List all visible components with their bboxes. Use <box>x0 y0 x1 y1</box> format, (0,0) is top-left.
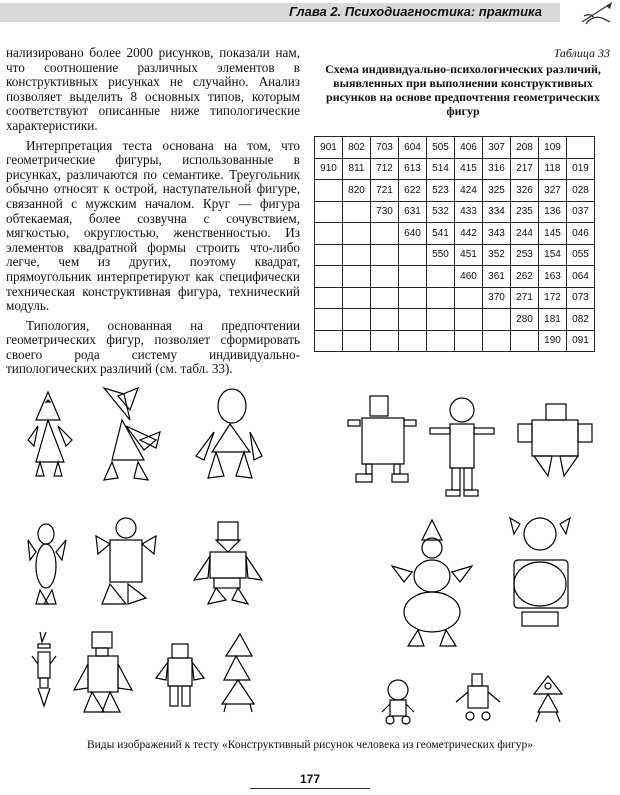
table-cell <box>427 309 455 331</box>
chapter-title: Глава 2. Психодиагностика: практика <box>289 4 542 19</box>
paragraph-1: нализировано более 2000 рисунков, показали нам, что соотношение различных элементов в конструктивных рисунках не случайно. Анализ позволяет выделить 8 основных типов, которым соответствуют описанные ниже типологические характеристики. <box>6 45 300 133</box>
schema-table <box>314 136 595 352</box>
table-cell <box>371 287 399 309</box>
table-cell: 433 <box>455 201 483 223</box>
table-cell: 327 <box>539 180 567 202</box>
table-cell: 280 <box>511 309 539 331</box>
table-cell: 712 <box>371 158 399 180</box>
table-cell: 532 <box>427 201 455 223</box>
table-cell: 235 <box>511 201 539 223</box>
body-text <box>6 46 300 382</box>
table-cell <box>371 266 399 288</box>
table-cell <box>399 309 427 331</box>
paragraph-3: Типология, основанная на предпочтении геометрических фигур, позволяет сформировать своего рода систему индивидуально-типологических различий (см. табл. 33). <box>6 317 300 377</box>
table-cell: 208 <box>511 137 539 159</box>
table-cell: 514 <box>427 158 455 180</box>
table-title: Схема индивидуально-психологических различий, выявленных при выполнении конструктивных рисунков на основе предпочтения геометрических фигур <box>325 62 601 118</box>
table-cell: 037 <box>567 201 595 223</box>
table-cell: 901 <box>315 137 343 159</box>
figure-triangle-dancer <box>104 388 160 480</box>
figure-circle-triangle-person <box>196 389 262 478</box>
table-cell: 307 <box>483 137 511 159</box>
table-cell <box>343 244 371 266</box>
table-cell: 028 <box>567 180 595 202</box>
table-row <box>315 180 595 202</box>
table-cell <box>315 244 343 266</box>
table-row <box>315 287 595 309</box>
table-cell <box>455 287 483 309</box>
table-cell <box>371 330 399 352</box>
table-cell: 505 <box>427 137 455 159</box>
table-cell: 343 <box>483 223 511 245</box>
table-cell: 091 <box>567 330 595 352</box>
table-cell: 109 <box>539 137 567 159</box>
table-cell <box>371 223 399 245</box>
table-cell: 181 <box>539 309 567 331</box>
table-cell <box>399 287 427 309</box>
table-cell: 055 <box>567 244 595 266</box>
table-cell <box>427 287 455 309</box>
table-cell <box>343 266 371 288</box>
figure-square-robot-1 <box>348 396 416 482</box>
table-cell: 190 <box>539 330 567 352</box>
table-cell: 406 <box>455 137 483 159</box>
table-cell: 415 <box>455 158 483 180</box>
table-cell: 253 <box>511 244 539 266</box>
table-cell: 352 <box>483 244 511 266</box>
table-cell <box>567 137 595 159</box>
table-cell <box>399 266 427 288</box>
pen-hand-icon <box>580 0 614 26</box>
table-cell <box>427 266 455 288</box>
table-cell: 523 <box>427 180 455 202</box>
table-row <box>315 266 595 288</box>
page-header <box>0 0 620 28</box>
figure-circle-dancer <box>28 524 66 604</box>
table-cell <box>315 223 343 245</box>
table-cell: 325 <box>483 180 511 202</box>
table-cell: 217 <box>511 158 539 180</box>
figure-small-triangle-person <box>534 676 562 722</box>
figure-snowman <box>392 520 472 646</box>
table-cell: 721 <box>371 180 399 202</box>
table-cell <box>315 180 343 202</box>
table-cell: 046 <box>567 223 595 245</box>
table-cell <box>315 330 343 352</box>
table-cell: 154 <box>539 244 567 266</box>
table-cell: 118 <box>539 158 567 180</box>
table-cell: 019 <box>567 158 595 180</box>
table-cell: 541 <box>427 223 455 245</box>
table-cell: 172 <box>539 287 567 309</box>
table-cell: 910 <box>315 158 343 180</box>
table-cell: 316 <box>483 158 511 180</box>
figure-square-head-person <box>194 522 262 604</box>
table-cell: 244 <box>511 223 539 245</box>
table-cell <box>315 201 343 223</box>
table-cell: 802 <box>343 137 371 159</box>
table-row <box>315 201 595 223</box>
figure-rect-person <box>32 632 56 706</box>
table-cell: 703 <box>371 137 399 159</box>
table-row <box>315 309 595 331</box>
table-cell: 082 <box>567 309 595 331</box>
table-row <box>315 137 595 159</box>
table-cell: 622 <box>399 180 427 202</box>
table-cell: 326 <box>511 180 539 202</box>
table-cell <box>483 330 511 352</box>
figure-caption: Виды изображений к тесту «Конструктивный рисунок человека из геометрических фигур» <box>86 739 534 751</box>
table-cell: 451 <box>455 244 483 266</box>
table-cell <box>315 287 343 309</box>
figure-square-triangle-person <box>96 518 156 604</box>
table-cell: 820 <box>343 180 371 202</box>
table-cell: 631 <box>399 201 427 223</box>
table-cell <box>483 309 511 331</box>
table-cell <box>455 309 483 331</box>
table-cell: 271 <box>511 287 539 309</box>
figure-small-robot <box>456 674 500 720</box>
table-cell <box>399 244 427 266</box>
table-cell: 136 <box>539 201 567 223</box>
table-cell: 640 <box>399 223 427 245</box>
table-cell: 613 <box>399 158 427 180</box>
table-cell <box>399 330 427 352</box>
paragraph-2: Интерпретация теста основана на том, что геометрические фигуры, использованные в рисунках, различаются по семантике. Треугольник обычно относят к острой, наступательной фигуре, связанной с мужским началом. Круг — фигура обтекаемая, более созвучна с сочувствием, мягкостью, округлостью, женственностью. Из элементов квадратной формы строить что-либо легче, чем из других, поэтому квадрат, прямоугольник интерпретируют как специфически техническая конструктивная фигура, технический модуль. <box>6 137 300 314</box>
table-cell <box>343 223 371 245</box>
page-number-rule <box>250 788 370 789</box>
figure-square-robot-2 <box>518 404 592 476</box>
table-cell <box>315 309 343 331</box>
table-cell: 550 <box>427 244 455 266</box>
table-label: Таблица 33 <box>553 46 610 60</box>
figure-circle-robot <box>510 518 570 626</box>
table-cell: 361 <box>483 266 511 288</box>
figure-small-clown <box>382 680 414 724</box>
figure-round-head-robot <box>430 398 494 496</box>
table-cell <box>343 287 371 309</box>
table-cell: 811 <box>343 158 371 180</box>
table-row <box>315 244 595 266</box>
table-row <box>315 223 595 245</box>
table-cell: 730 <box>371 201 399 223</box>
table-cell <box>315 266 343 288</box>
figure-triangle-lady <box>222 634 254 712</box>
table-cell: 073 <box>567 287 595 309</box>
figure-cat-person <box>156 644 204 706</box>
figure-triangle-person <box>28 392 72 476</box>
table-cell: 370 <box>483 287 511 309</box>
table-cell <box>455 330 483 352</box>
table-cell: 262 <box>511 266 539 288</box>
table-cell <box>343 201 371 223</box>
page-number: 177 <box>299 772 321 786</box>
table-row <box>315 158 595 180</box>
table-cell <box>511 330 539 352</box>
table-cell: 424 <box>455 180 483 202</box>
table-cell: 145 <box>539 223 567 245</box>
table-cell: 604 <box>399 137 427 159</box>
table-cell: 442 <box>455 223 483 245</box>
table-cell: 064 <box>567 266 595 288</box>
table-row <box>315 330 595 352</box>
table-cell <box>343 309 371 331</box>
table-cell: 460 <box>455 266 483 288</box>
table-cell: 334 <box>483 201 511 223</box>
table-cell <box>343 330 371 352</box>
table-cell <box>371 309 399 331</box>
table-cell: 163 <box>539 266 567 288</box>
figure-tall-robot <box>74 632 132 712</box>
table-cell <box>427 330 455 352</box>
table-cell <box>371 244 399 266</box>
figure-drawings <box>0 380 620 730</box>
